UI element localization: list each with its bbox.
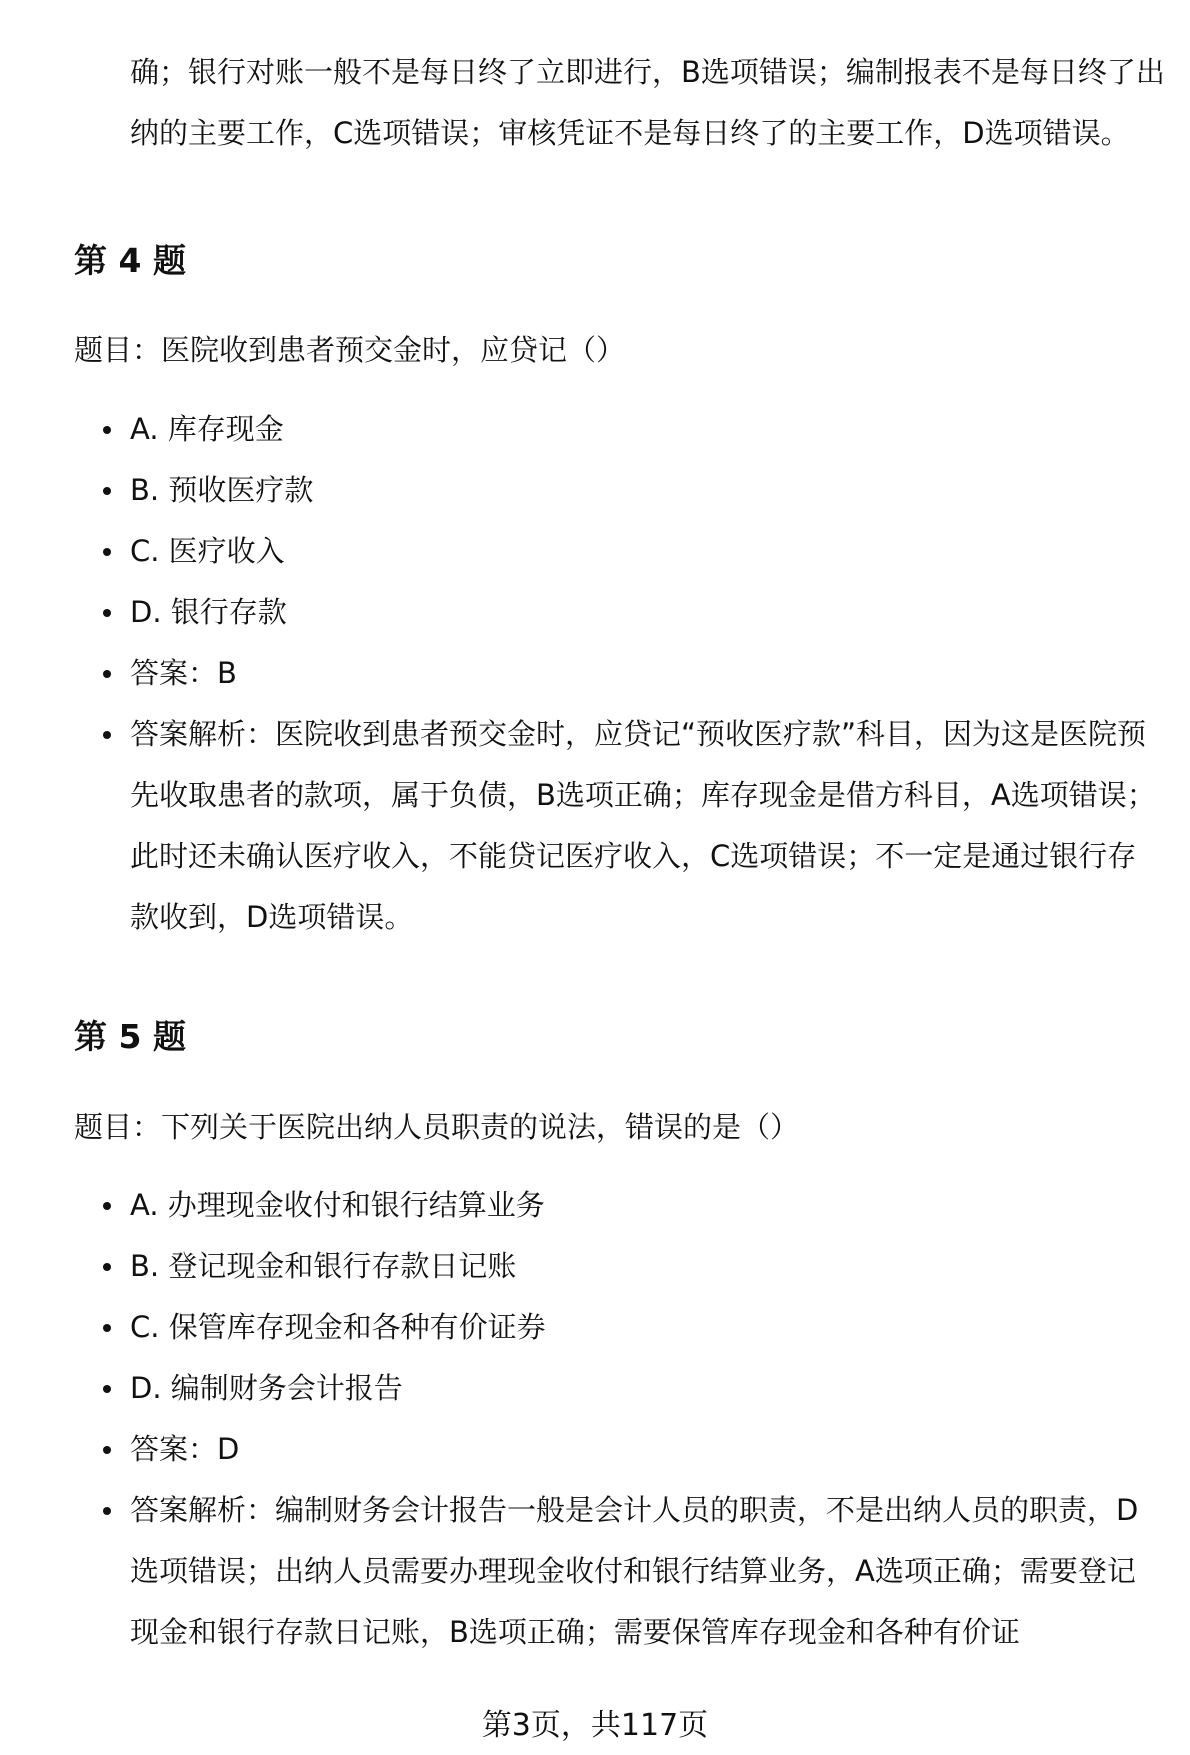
bullet-icon — [103, 670, 111, 678]
option-d: D. 银行存款 — [74, 582, 1164, 643]
bullet-icon — [103, 609, 111, 617]
bullet-icon — [103, 1324, 111, 1332]
bullet-icon — [103, 1507, 111, 1515]
question-4-stem: 题目：医院收到患者预交金时，应贷记（） — [74, 333, 626, 367]
bullet-icon — [103, 426, 111, 434]
answer-analysis: 答案解析：医院收到患者预交金时，应贷记“预收医疗款”科目，因为这是医院预先收取患者的款项，属于负债，B选项正确；库存现金是借方科目，A选项错误；此时还未确认医疗收入，不能贷记医疗收入，C选项错误；不一定是通过银行存款收到，D选项错误。 — [74, 704, 1164, 948]
question-4-options — [74, 399, 1164, 948]
previous-analysis-continuation: 确；银行对账一般不是每日终了立即进行，B选项错误；编制报表不是每日终了出纳的主要工作，C选项错误；审核凭证不是每日终了的主要工作，D选项错误。 — [130, 55, 1165, 150]
option-d: D. 编制财务会计报告 — [74, 1358, 1164, 1419]
question-4-heading: 第 4 题 — [74, 241, 186, 280]
question-5-stem: 题目：下列关于医院出纳人员职责的说法，错误的是（） — [74, 1110, 800, 1144]
bullet-icon — [103, 1446, 111, 1454]
option-a: A. 库存现金 — [74, 399, 1164, 460]
option-a: A. 办理现金收付和银行结算业务 — [74, 1175, 1164, 1236]
bullet-icon — [103, 1202, 111, 1210]
bullet-icon — [103, 1263, 111, 1271]
option-c: C. 保管库存现金和各种有价证券 — [74, 1297, 1164, 1358]
bullet-icon — [103, 548, 111, 556]
answer: 答案：B — [74, 643, 1164, 704]
question-5-options — [74, 1175, 1164, 1663]
answer-analysis: 答案解析：编制财务会计报告一般是会计人员的职责，不是出纳人员的职责，D选项错误；出纳人员需要办理现金收付和银行结算业务，A选项正确；需要登记现金和银行存款日记账，B选项正确；需要保管库存现金和各种有价证 — [74, 1480, 1164, 1663]
bullet-icon — [103, 731, 111, 739]
answer: 答案：D — [74, 1419, 1164, 1480]
question-5-heading: 第 5 题 — [74, 1017, 186, 1056]
bullet-icon — [103, 1385, 111, 1393]
option-b: B. 登记现金和银行存款日记账 — [74, 1236, 1164, 1297]
option-c: C. 医疗收入 — [74, 521, 1164, 582]
bullet-icon — [103, 487, 111, 495]
page-number-footer: 第3页，共117页 — [481, 1708, 709, 1743]
option-b: B. 预收医疗款 — [74, 460, 1164, 521]
